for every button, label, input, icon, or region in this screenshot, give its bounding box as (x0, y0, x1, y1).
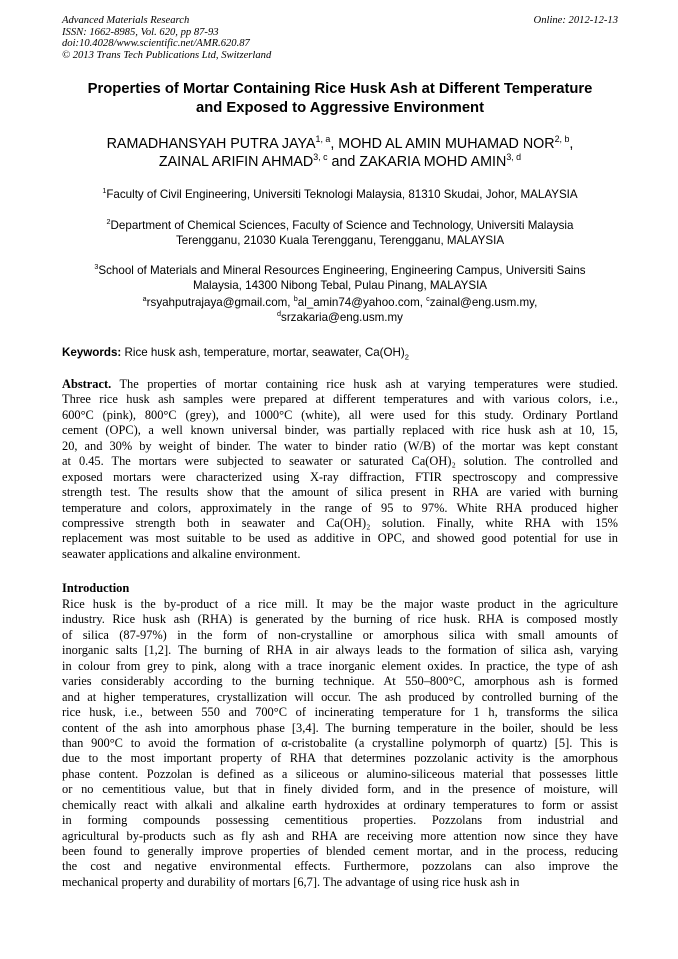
text-line: rice husk, i.e., between 550 and 700°C of incinerating temperature for 1 h, transforms the silica (62, 705, 618, 720)
text-line: exposed mortars were characterized using X-ray diffraction, FTIR spectroscopy and compressive (62, 469, 618, 484)
author-separator: , (330, 136, 339, 152)
text-line: been found to generally improve properties of blended cement mortar, and in the process, reducing (62, 844, 618, 858)
text-line: mechanical property and durability of mortars [6,7]. The advantage of using rice husk ash in (62, 874, 520, 889)
keywords-label: Keywords: (62, 346, 122, 359)
copyright-line: © 2013 Trans Tech Publications Ltd, Switzerland (62, 49, 272, 61)
author-sup: 3, c (313, 152, 328, 163)
text-line: phase content. Pozzolan is defined as a siliceous or alumino-siliceous material that possesses little (62, 766, 618, 781)
affiliation-text: School of Materials and Mineral Resources Engineering, Engineering Campus, Universiti Sains (98, 264, 586, 277)
text-line: 600°C (pink), 800°C (grey), and 1000°C (white), all were used for this study. Ordinary Portland (62, 407, 618, 422)
email-link[interactable]: al_amin74@yahoo.com, (297, 296, 427, 309)
author-line-1 (62, 135, 618, 153)
text-line: cement (OPC), a well known universal binder, was partially replaced with rice husk ash at 10, 15, (62, 423, 618, 438)
introduction-heading: Introduction (62, 581, 130, 595)
affiliation-2 (62, 218, 618, 248)
title-line-2: and Exposed to Aggressive Environment (195, 100, 485, 116)
email-sup: a (142, 294, 147, 304)
text-line: of silica (87-97%) in the form of non-crystalline or amorphous silica with small amounts of (62, 627, 618, 642)
keywords-subscript: 2 (404, 352, 409, 362)
email-link[interactable]: rsyahputrajaya@gmail.com, (146, 296, 294, 309)
author-name: RAMADHANSYAH PUTRA JAYA (106, 136, 316, 152)
text-line: or no cementitious value, but that in finely divided form, and in the presence of moisture, will (62, 782, 618, 797)
text-line: content of the ash into amorphous phase [3,4]. The burning temperature in the boiler, should be less (62, 720, 618, 735)
text-line: due to the most important property of RHA that determines pozzolanic activity is the amorphous (62, 751, 618, 766)
author-separator: and (327, 154, 360, 170)
text-segment: The properties of mortar containing rice husk ash at varying temperatures were studied. (111, 377, 618, 391)
text-line: chemically react with alkali and alkaline earth hydroxides at ordinary temperatures to form or assist (62, 797, 618, 812)
author-name: ZAKARIA MOHD AMIN (359, 154, 507, 170)
title-line-1: Properties of Mortar Containing Rice Husk Ash at Different Temperature (87, 81, 593, 97)
doi-line: doi:10.4028/www.scientific.net/AMR.620.87 (62, 38, 250, 49)
text-line (62, 377, 618, 392)
text-line: at 0.45. The mortars were subjected to seawater or saturated Ca(OH)₂ solution. The controlled and (62, 454, 618, 469)
introduction-body (62, 597, 618, 890)
email-list (62, 295, 618, 325)
journal-name: Advanced Materials Research (62, 15, 190, 26)
affiliation-text: Faculty of Civil Engineering, Universiti Teknologi Malaysia, 81310 Skudai, Johor, MALAYSIA (106, 188, 578, 201)
author-sup: 2, b (554, 134, 570, 145)
keywords (62, 345, 618, 360)
affiliation-number: 3 (94, 262, 99, 272)
text-line: compressive strength both in seawater and Ca(OH)₂ solution. Finally, white RHA with 15% (62, 515, 618, 530)
affiliation-text: Department of Chemical Sciences, Faculty of Science and Technology, Universiti Malaysia (110, 219, 574, 232)
issn-line: ISSN: 1662-8985, Vol. 620, pp 87-93 (62, 26, 219, 38)
affiliation-number: 2 (106, 217, 111, 227)
text-line: strength test. The results show that the amount of silica present in RHA are varied with burning (62, 485, 618, 500)
author-sup: 3, d (506, 152, 522, 163)
author-line-2 (62, 153, 618, 171)
text-line: seawater applications and alkaline environment. (62, 546, 301, 561)
text-line: than 900°C to avoid the formation of α-cristobalite (a crystalline polymorph of quartz) [5]. This is (62, 735, 618, 750)
affiliation-text: Malaysia, 14300 Nibong Tebal, Pulau Pinang, MALAYSIA (192, 279, 488, 292)
abstract (62, 377, 618, 562)
affiliation-1 (62, 187, 618, 202)
author-name: ZAINAL ARIFIN AHMAD (158, 154, 314, 170)
affiliation-number: 1 (102, 186, 107, 196)
text-line: in forming compounds possessing cementitious properties. Pozzolans from industrial and (62, 813, 618, 828)
affiliation-text: Terengganu, 21030 Kuala Terengganu, Terengganu, MALAYSIA (175, 234, 505, 247)
text-line: agricultural by-products such as fly ash and RHA are receiving more attention now since they have (62, 828, 618, 843)
author-name: MOHD AL AMIN MUHAMAD NOR (338, 136, 555, 152)
text-line: Three rice husk ash samples were prepared at different temperatures and with various colors, i.e., (62, 392, 618, 407)
text-line: Rice husk is the by-product of a rice mill. It may be the major waste product in the agriculture (62, 597, 618, 611)
online-date: Online: 2012-12-13 (533, 15, 618, 26)
text-line: the cost and negative environmental effects. Furthermore, pozzolans can also improve the (62, 859, 618, 874)
text-line: 20, and 30% by weight of binder. The water to binder ratio (W/B) of the mortar was kept constant (62, 438, 618, 453)
author-sup: 1, a (315, 134, 331, 145)
text-line: industry. Rice husk ash (RHA) is generated by the burning of rice husk. RHA is composed mostly (62, 612, 618, 627)
text-line: temperature and colors, approximately in the range of 95 to 97%. White RHA produced higher (62, 500, 618, 515)
text-line: replacement was most suitable to be used as additive in OPC, and showed good potential for use in (62, 531, 618, 546)
email-sup: c (426, 294, 430, 304)
abstract-label: Abstract. (62, 377, 112, 391)
text-line: in colour from grey to pink, along with a trace inorganic element oxides. In practice, the type of ash (62, 658, 618, 673)
keywords-text: Rice husk ash, temperature, mortar, seawater, Ca(OH) (121, 346, 405, 359)
author-list (62, 135, 618, 171)
paper-title (62, 80, 618, 118)
email-link[interactable]: zainal@eng.usm.my, (429, 296, 538, 309)
affiliation-3 (62, 263, 618, 293)
email-link[interactable]: srzakaria@eng.usm.my (281, 311, 403, 324)
email-sup: b (293, 294, 298, 304)
text-line: inorganic salts [1,2]. The burning of RHA in air always leads to the formation of silica ash, varying (62, 643, 618, 658)
text-line: and at higher temperatures, crystallization will occur. The ash produced by controlled burning of the (62, 689, 618, 704)
email-sup: d (277, 309, 282, 319)
text-line: varies considerably according to the burning technique. At 550–800°C, amorphous ash is formed (62, 674, 618, 689)
author-separator: , (569, 136, 574, 152)
journal-header (62, 15, 618, 61)
